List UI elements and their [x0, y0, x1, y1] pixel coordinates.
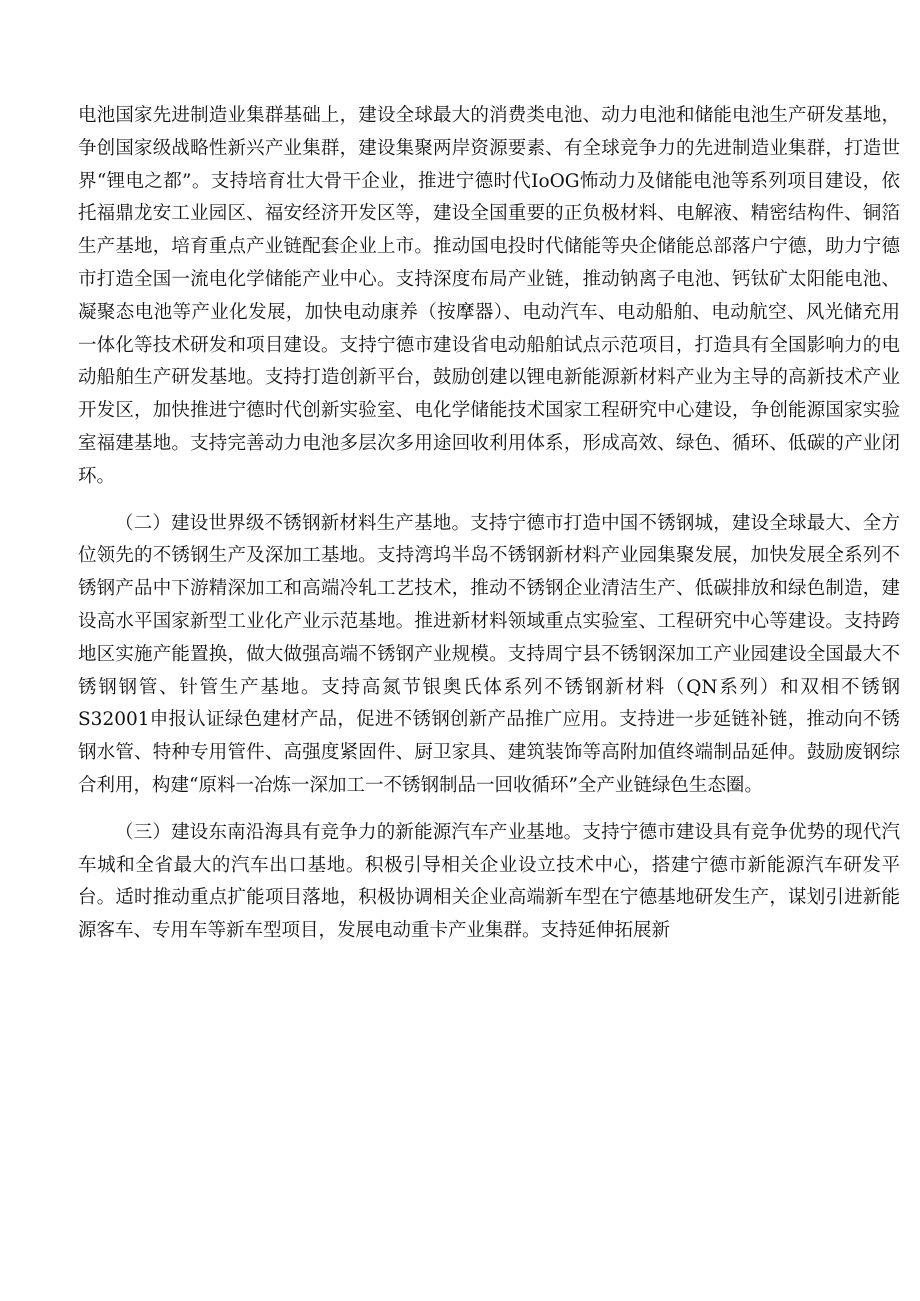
- paragraph-stainless-steel-base: （二）建设世界级不锈钢新材料生产基地。支持宁德市打造中国不锈钢城，建设全球最大、全方位领先的不锈钢生产及深加工基地。支持湾坞半岛不锈钢新材料产业园集聚发展，加快发展全系列不锈钢产品中下游精深加工和高端冷轧工艺技术，推动不锈钢企业清洁生产、低碳排放和绿色制造，建设高水平国家新型工业化产业示范基地。推进新材料领域重点实验室、工程研究中心等建设。支持跨地区实施产能置换，做大做强高端不锈钢产业规模。支持周宁县不锈钢深加工产业园建设全国最大不锈钢钢管、针管生产基地。支持高氮节银奥氏体系列不锈钢新材料（QN系列）和双相不锈钢S32001申报认证绿色建材产品，促进不锈钢创新产品推广应用。支持进一步延链补链，推动向不锈钢水管、特种专用管件、高强度紧固件、厨卫家具、建筑装饰等高附加值终端制品延伸。鼓励废钢综合利用，构建“原料一冶炼一深加工一不锈钢制品一回收循环”全产业链绿色生态圈。: [78, 512, 900, 796]
- paragraph-new-energy-vehicle-base: （三）建设东南沿海具有竞争力的新能源汽车产业基地。支持宁德市建设具有竞争优势的现代汽车城和全省最大的汽车出口基地。积极引导相关企业设立技术中心，搭建宁德市新能源汽车研发平台。适时推动重点扩能项目落地，积极协调相关企业高端新车型在宁德基地研发生产，谋划引进新能源客车、专用车等新车型项目，发展电动重卡产业集群。支持延伸拓展新: [78, 821, 900, 942]
- document-page: [78, 100, 900, 948]
- paragraph-battery-cluster: 电池国家先进制造业集群基础上，建设全球最大的消费类电池、动力电池和储能电池生产研发基地，争创国家级战略性新兴产业集群，建设集聚两岸资源要素、有全球竞争力的先进制造业集群，打造世界“锂电之都”。支持培育壮大骨干企业，推进宁德时代IoOG怖动力及储能电池等系列项目建设，依托福鼎龙安工业园区、福安经济开发区等，建设全国重要的正负极材料、电解液、精密结构件、铜箔生产基地，培育重点产业链配套企业上市。推动国电投时代储能等央企储能总部落户宁德，助力宁德市打造全国一流电化学储能产业中心。支持深度布局产业链，推动钠离子电池、钙钛矿太阳能电池、凝聚态电池等产业化发展，加快电动康养（按摩器）、电动汽车、电动船舶、电动航空、风光储充用一体化等技术研发和项目建设。支持宁德市建设省电动船舶试点示范项目，打造具有全国影响力的电动船舶生产研发基地。支持打造创新平台，鼓励创建以锂电新能源新材料产业为主导的高新技术产业开发区，加快推进宁德时代创新实验室、电化学储能技术国家工程研究中心建设，争创能源国家实验室福建基地。支持完善动力电池多层次多用途回收利用体系，形成高效、绿色、循环、低碳的产业闭环。: [78, 105, 900, 487]
